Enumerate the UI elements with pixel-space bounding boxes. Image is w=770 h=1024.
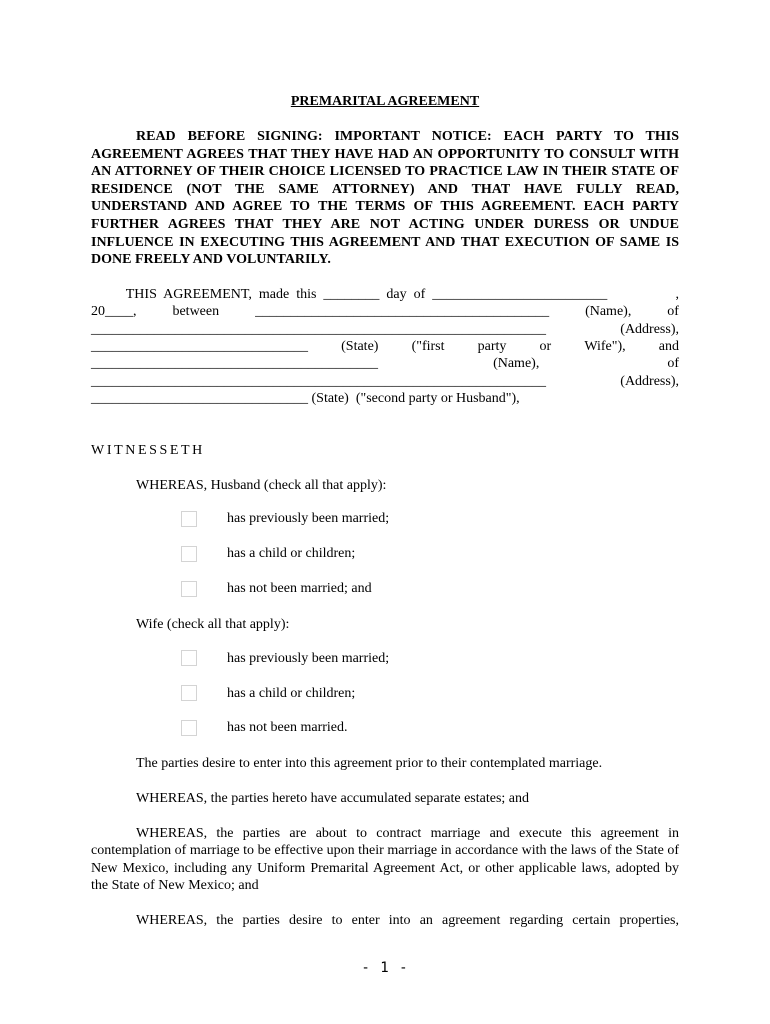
husband-child-checkbox[interactable]	[181, 546, 197, 562]
paragraph-properties: WHEREAS, the parties desire to enter into an agreement regarding certain properties,	[136, 913, 679, 928]
wife-not-married-checkbox[interactable]	[181, 720, 197, 736]
husband-not-married-checkbox[interactable]	[181, 581, 197, 597]
wife-child-checkbox[interactable]	[181, 685, 197, 701]
page-number: - 1 -	[361, 960, 409, 976]
wife-option-label: has previously been married;	[227, 651, 390, 666]
wife-option-label: has a child or children;	[227, 686, 356, 701]
intro-line-7: _______________________________ (State) ("second party or Husband"),	[91, 391, 520, 406]
witnesseth-heading: WITNESSETH	[91, 443, 205, 458]
husband-option-label: has a child or children;	[227, 546, 356, 561]
intro-line-2: 20____, between __________________________________________ (Name), of	[91, 304, 679, 319]
paragraph-estates: WHEREAS, the parties hereto have accumulated separate estates; and	[136, 791, 530, 806]
husband-previously-married-checkbox[interactable]	[181, 511, 197, 527]
intro-line-4: _______________________________ (State) ("first party or Wife"), and	[91, 339, 679, 354]
paragraph-desire: The parties desire to enter into this agreement prior to their contemplated marriage.	[136, 756, 603, 771]
document-title: PREMARITAL AGREEMENT	[290, 94, 480, 109]
husband-option-label: has not been married; and	[227, 581, 372, 596]
wife-intro: Wife (check all that apply):	[136, 617, 290, 632]
husband-intro: WHEREAS, Husband (check all that apply):	[136, 478, 387, 493]
paragraph-contract-marriage: WHEREAS, the parties are about to contract marriage and execute this agreement in contemplation of marriage to be effective upon their marriage in accordance with the laws of the State of New Mexico, including any Uniform Premarital Agreement Act, or other applicable laws, adopted by the State of New Mexico; and	[91, 826, 679, 894]
wife-previously-married-checkbox[interactable]	[181, 650, 197, 666]
intro-line-5: _________________________________________ (Name), of	[91, 356, 679, 371]
wife-option-label: has not been married.	[227, 720, 348, 735]
intro-line-3: _________________________________________________________________ (Address),	[91, 322, 679, 337]
intro-line-1: THIS AGREEMENT, made this ________ day of _________________________ ,	[91, 287, 679, 302]
important-notice: READ BEFORE SIGNING: IMPORTANT NOTICE: EACH PARTY TO THIS AGREEMENT AGREES THAT THEY HAVE HAD AN OPPORTUNITY TO CONSULT WITH AN ATTORNEY OF THEIR CHOICE LICENSED TO PRACTICE LAW IN THEIR STATE OF RESIDENCE (NOT THE SAME ATTORNEY) AND THAT HAVE FULLY READ, UNDERSTAND AND AGREE TO THE TERMS OF THIS AGREEMENT. EACH PARTY FURTHER AGREES THAT THEY ARE NOT ACTING UNDER DURESS OR UNDUE INFLUENCE IN EXECUTING THIS AGREEMENT AND THAT EXECUTION OF SAME IS DONE FREELY AND VOLUNTARILY.	[91, 129, 679, 268]
husband-option-label: has previously been married;	[227, 511, 390, 526]
intro-line-6: _________________________________________________________________ (Address),	[91, 374, 679, 389]
